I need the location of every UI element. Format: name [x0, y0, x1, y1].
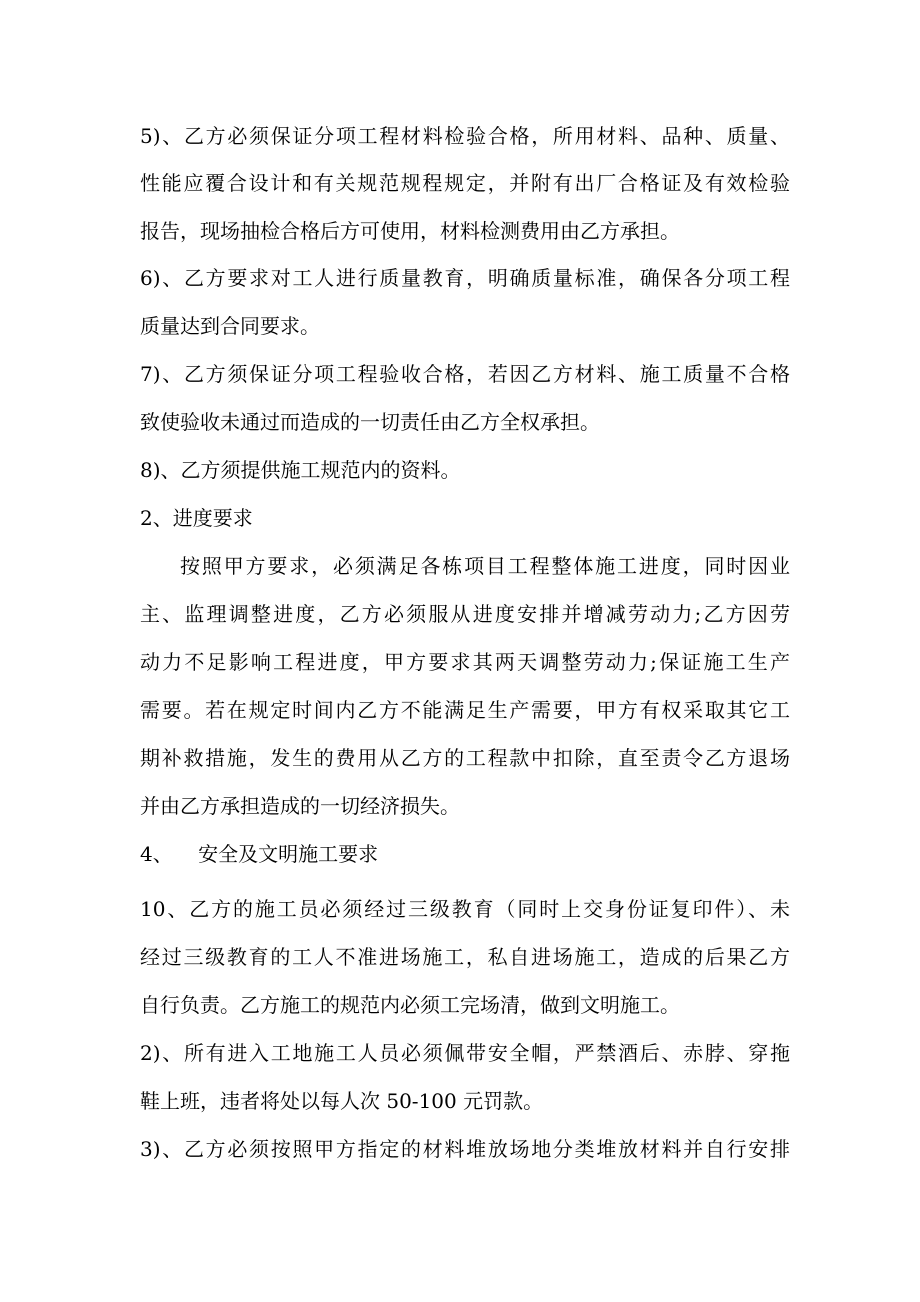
text-line: 按照甲方要求，必须满足各栋项目工程整体施工进度，同时因业: [180, 554, 790, 578]
section-heading: 2、进度要求: [140, 506, 253, 530]
text-line: 10、乙方的施工员必须经过三级教育（同时上交身份证复印件）、未: [140, 897, 790, 921]
text-line: 需要。若在规定时间内乙方不能满足生产需要，甲方有权采取其它工: [140, 698, 790, 722]
text-line: 并由乙方承担造成的一切经济损失。: [140, 794, 460, 818]
text-line: 主、监理调整进度，乙方必须服从进度安排并增减劳动力;乙方因劳: [140, 602, 790, 626]
text-line: 期补救措施，发生的费用从乙方的工程款中扣除，直至责令乙方退场: [140, 746, 790, 770]
text-line: 5)、乙方必须保证分项工程材料检验合格，所用材料、品种、质量、: [140, 124, 790, 148]
section-heading: 4、 安全及文明施工要求: [140, 842, 379, 866]
text-line: 质量达到合同要求。: [140, 314, 320, 338]
text-line: 致使验收未通过而造成的一切责任由乙方全权承担。: [140, 410, 600, 434]
text-line: 经过三级教育的工人不准进场施工，私自进场施工，造成的后果乙方: [140, 945, 790, 969]
text-line: 6)、乙方要求对工人进行质量教育，明确质量标准，确保各分项工程: [140, 266, 790, 290]
text-line: 鞋上班，违者将处以每人次 50-100 元罚款。: [140, 1089, 544, 1113]
text-line: 动力不足影响工程进度，甲方要求其两天调整劳动力;保证施工生产: [140, 650, 790, 674]
text-line: 自行负责。乙方施工的规范内必须工完场清，做到文明施工。: [140, 993, 680, 1017]
text-line: 8)、乙方须提供施工规范内的资料。: [140, 458, 461, 482]
text-line: 报告，现场抽检合格后方可使用，材料检测费用由乙方承担。: [140, 219, 680, 243]
text-line: 2)、所有进入工地施工人员必须佩带安全帽，严禁酒后、赤脖、穿拖: [140, 1041, 790, 1065]
text-line: 7)、乙方须保证分项工程验收合格，若因乙方材料、施工质量不合格: [140, 362, 790, 386]
text-line: 3)、乙方必须按照甲方指定的材料堆放场地分类堆放材料并自行安排: [140, 1137, 790, 1161]
text-line: 性能应覆合设计和有关规范规程规定，并附有出厂合格证及有效检验: [140, 171, 790, 195]
